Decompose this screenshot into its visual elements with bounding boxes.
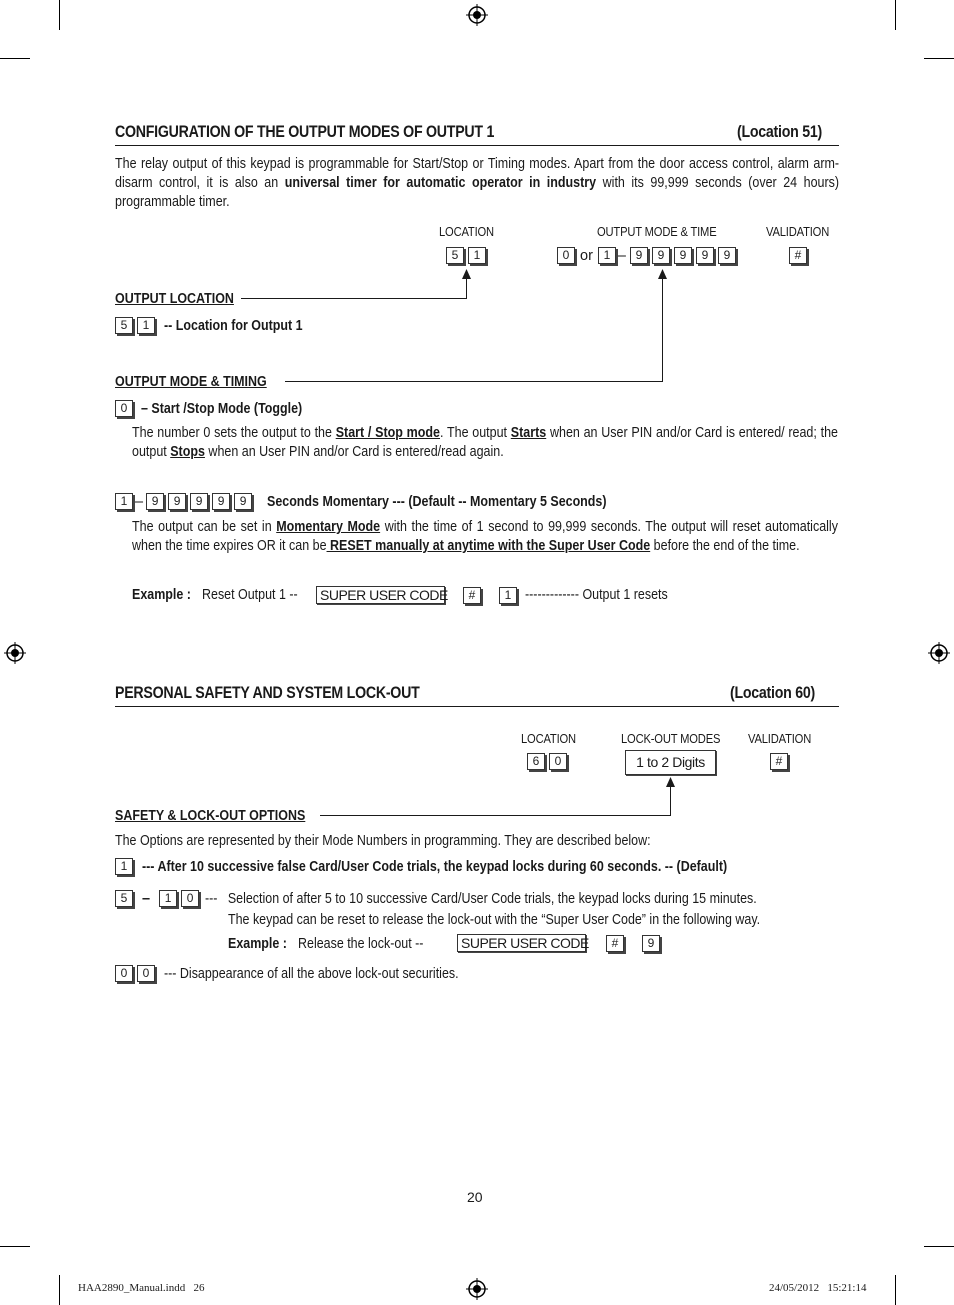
key: 9 xyxy=(190,493,208,510)
opt2-keys xyxy=(115,890,203,909)
example-result: ------------- Output 1 resets xyxy=(525,587,668,603)
key: 0 xyxy=(115,400,133,417)
arrow-up-icon xyxy=(658,269,667,279)
col-lockout-modes: LOCK-OUT MODES xyxy=(621,731,721,746)
key: # xyxy=(606,935,624,952)
key: 9 xyxy=(652,247,670,264)
registration-mark-icon xyxy=(4,642,26,664)
super-user-code: SUPER USER CODE xyxy=(316,586,445,604)
location-keys xyxy=(446,247,490,265)
key: 9 xyxy=(212,493,230,510)
key: # xyxy=(463,587,481,604)
start-stop-key xyxy=(115,400,137,418)
registration-mark-icon xyxy=(466,1278,488,1300)
footer-file: HAA2890_Manual.indd 26 xyxy=(78,1282,205,1294)
connector-line xyxy=(670,786,671,815)
start-stop-paragraph: The number 0 sets the output to the Start / Stop mode. The output Starts when an User PIN and/or Card is entered/ read; the output Stops when an User PIN and/or Card is entered/read again. xyxy=(132,425,838,460)
validation-key xyxy=(789,247,811,265)
options-label: SAFETY & LOCK-OUT OPTIONS xyxy=(115,808,306,824)
mode-keys xyxy=(557,247,740,266)
key: 1 xyxy=(115,493,133,510)
section-location: (Location 60) xyxy=(730,684,815,702)
or-text: or xyxy=(580,248,593,264)
start-stop-label: – Start /Stop Mode (Toggle) xyxy=(141,401,303,417)
key: 0 xyxy=(137,965,155,982)
crop-mark xyxy=(924,1246,954,1247)
super-user-code-box xyxy=(457,934,589,952)
options-intro: The Options are represented by their Mode Numbers in programming. They are described below: xyxy=(115,833,651,849)
connector-line xyxy=(285,381,663,382)
momentary-paragraph: The output can be set in Momentary Mode with the time of 1 second to 99,999 seconds. The output will reset automatically when the time expires OR it can be RESET manually at anytime with the Super User Code before the end of the time. xyxy=(132,519,838,554)
key: 9 xyxy=(146,493,164,510)
connector-line xyxy=(320,815,671,816)
momentary-label: Seconds Momentary --- (Default -- Momentary 5 Seconds) xyxy=(267,494,607,510)
key: 9 xyxy=(630,247,648,264)
footer-date: 24/05/2012 15:21:14 xyxy=(769,1282,867,1294)
validation-key xyxy=(770,753,792,771)
intro-paragraph: The relay output of this keypad is programmable for Start/Stop or Timing modes. Apart from the door access control, alarm arm-disarm control, it is also an universal timer for automatic operator in industry with its 99,999 seconds (over 24 hours) programmable timer. xyxy=(115,156,840,210)
key: # xyxy=(789,247,807,264)
key: 0 xyxy=(181,890,199,907)
section-title: CONFIGURATION OF THE OUTPUT MODES OF OUTPUT 1 xyxy=(115,123,495,141)
crop-mark xyxy=(0,58,30,59)
super-user-code-box xyxy=(316,586,448,604)
dash: – xyxy=(135,494,144,510)
opt1-text: --- After 10 successive false Card/User Code trials, the keypad locks during 60 seconds. -- (Default) xyxy=(142,859,728,875)
key: 9 xyxy=(696,247,714,264)
crop-mark xyxy=(924,58,954,59)
example-text: Reset Output 1 -- xyxy=(202,587,298,603)
crop-mark xyxy=(895,0,896,30)
example-hash xyxy=(606,935,628,953)
example-hash xyxy=(463,587,485,605)
example-label: Example : xyxy=(228,936,287,952)
key: 1 xyxy=(598,247,616,264)
key: 5 xyxy=(115,890,133,907)
registration-mark-icon xyxy=(928,642,950,664)
key: # xyxy=(770,753,788,770)
key: 1 xyxy=(137,317,155,334)
col-location: LOCATION xyxy=(439,224,494,239)
arrow-up-icon xyxy=(666,777,675,787)
key: 1 xyxy=(159,890,177,907)
col-output-mode: OUTPUT MODE & TIME xyxy=(597,224,717,239)
col-validation: VALIDATION xyxy=(766,224,830,239)
opt3-text: --- Disappearance of all the above lock-out securities. xyxy=(164,966,459,982)
key: 0 xyxy=(549,753,567,770)
key: 9 xyxy=(168,493,186,510)
opt3-keys xyxy=(115,965,159,983)
dash: – xyxy=(142,891,151,907)
digits-label: 1 to 2 Digits xyxy=(625,750,716,775)
key: 1 xyxy=(499,587,517,604)
connector-line xyxy=(466,277,467,298)
example-key xyxy=(642,935,664,953)
crop-mark xyxy=(895,1275,896,1305)
section-rule xyxy=(115,145,839,146)
key: 9 xyxy=(718,247,736,264)
example-label: Example : xyxy=(132,587,191,603)
key: 9 xyxy=(674,247,692,264)
dash: – xyxy=(617,248,626,264)
momentary-keys xyxy=(115,493,256,512)
section-rule xyxy=(115,706,839,707)
crop-mark xyxy=(0,1246,30,1247)
key: 1 xyxy=(468,247,486,264)
key: 5 xyxy=(446,247,464,264)
location-keys xyxy=(527,753,571,771)
example-text: Release the lock-out -- xyxy=(298,936,424,952)
key: 9 xyxy=(642,935,660,952)
key: 5 xyxy=(115,317,133,334)
key: 0 xyxy=(557,247,575,264)
super-user-code: SUPER USER CODE xyxy=(457,934,586,952)
col-validation: VALIDATION xyxy=(748,731,812,746)
col-location: LOCATION xyxy=(521,731,576,746)
section-title: PERSONAL SAFETY AND SYSTEM LOCK-OUT xyxy=(115,684,420,702)
connector-line xyxy=(241,298,467,299)
key: 9 xyxy=(234,493,252,510)
opt1-key xyxy=(115,858,137,876)
key: 6 xyxy=(527,753,545,770)
crop-mark xyxy=(59,0,60,30)
digits-box xyxy=(625,750,716,775)
key: 1 xyxy=(115,858,133,875)
connector-line xyxy=(662,278,663,381)
opt2-text-a: --- Selection of after 5 to 10 successive Card/User Code trials, the keypad locks during 15 minutes. xyxy=(205,891,757,907)
section-location: (Location 51) xyxy=(737,123,822,141)
output-location-label: OUTPUT LOCATION xyxy=(115,291,234,307)
location-desc: -- Location for Output 1 xyxy=(164,318,303,334)
output-mode-label: OUTPUT MODE & TIMING xyxy=(115,374,267,390)
opt2-text-b: The keypad can be reset to release the lock-out with the “Super User Code” in the following way. xyxy=(228,912,761,928)
arrow-up-icon xyxy=(462,269,471,279)
registration-mark-icon xyxy=(466,4,488,26)
example-key xyxy=(499,587,521,605)
location-desc-row xyxy=(115,317,159,335)
crop-mark xyxy=(59,1275,60,1305)
key: 0 xyxy=(115,965,133,982)
page-number: 20 xyxy=(467,1189,483,1205)
